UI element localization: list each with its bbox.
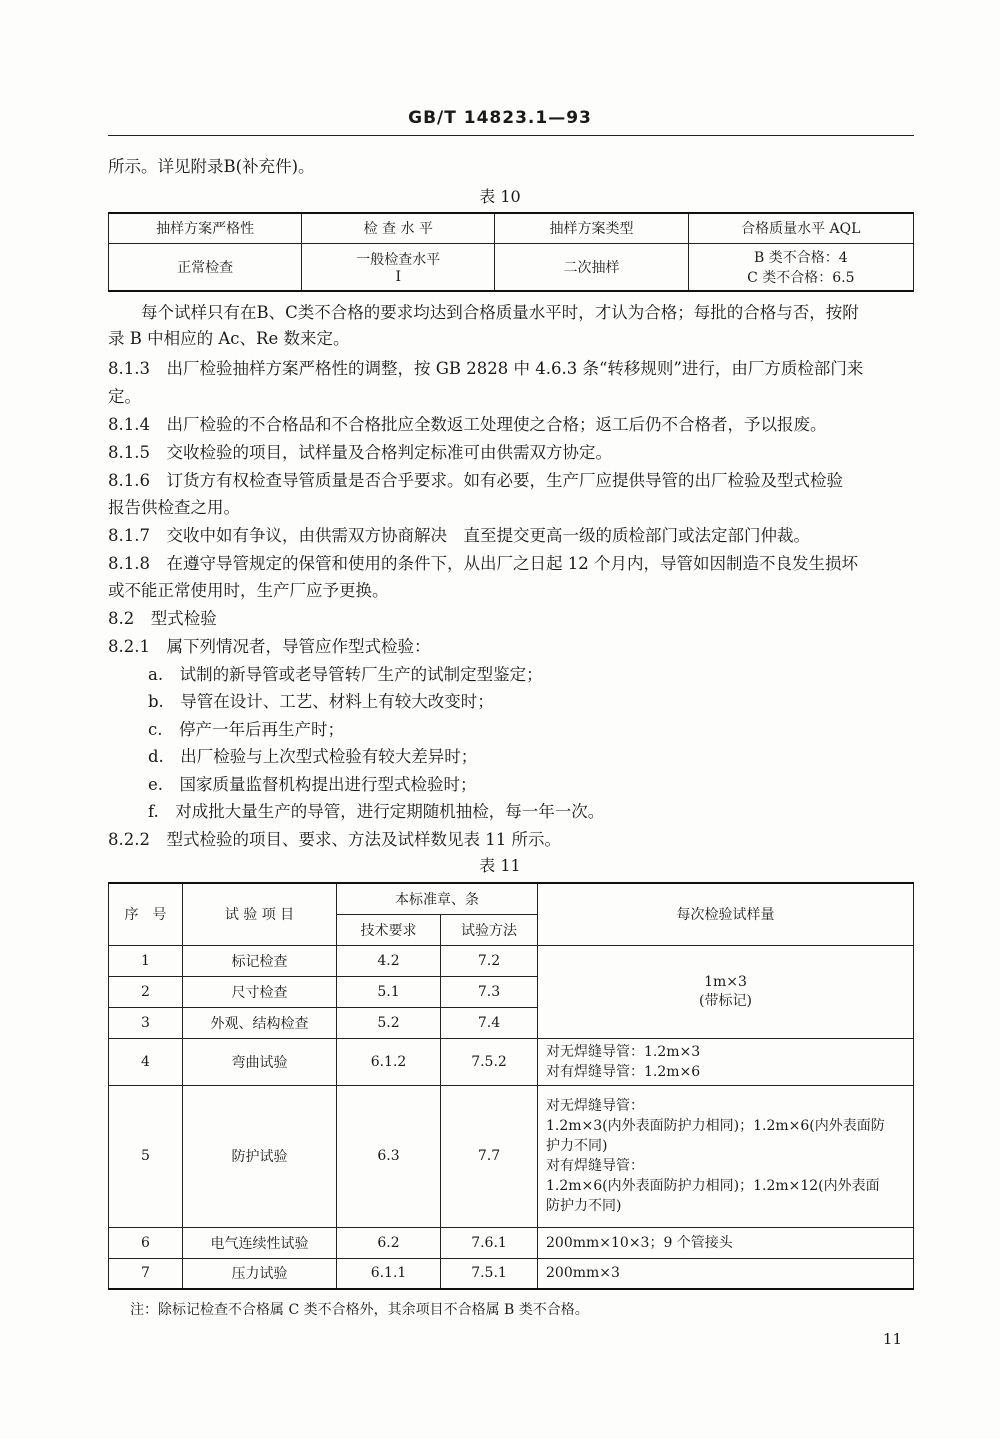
t11-cell-item: 外观、结构检查: [183, 1007, 337, 1038]
t11-cell-req: 6.1.1: [337, 1258, 441, 1289]
table-10: [108, 212, 914, 292]
t10-cell: [302, 243, 495, 291]
t11-cell-no: 7: [109, 1258, 183, 1289]
text-line: 8.1.3 出厂检验抽样方案严格性的调整，按 GB 2828 中 4.6.3 条“转移规则”进行，由厂方质检部门来: [108, 359, 864, 378]
t11-cell-no: 4: [109, 1038, 183, 1085]
list-item: d. 出厂检验与上次型式检验有较大差异时；: [148, 747, 478, 766]
t11-qty-line: 对有焊缝导管：: [546, 1158, 644, 1174]
text-line: 8.1.4 出厂检验的不合格品和不合格批应全数返工处理使之合格；返工后仍不合格者，予以报废。: [108, 415, 827, 434]
t10-header: 检 查 水 平: [302, 213, 495, 243]
section-heading: 8.2 型式检验: [108, 609, 217, 628]
t11-cell-item: 压力试验: [183, 1258, 337, 1289]
t11-cell-qty: [538, 1038, 914, 1085]
t10-level-line: 一般检查水平: [356, 251, 441, 268]
t11-header: 每次检验试样量: [538, 883, 914, 945]
t10-aql-line: C 类不合格：6.5: [747, 269, 855, 286]
list-item: f. 对成批大量生产的导管，进行定期随机抽检，每一年一次。: [148, 802, 605, 821]
t11-cell-item: 电气连续性试验: [183, 1227, 337, 1258]
list-item: c. 停产一年后再生产时；: [148, 720, 344, 739]
text-line: 8.1.5 交收检验的项目，试样量及合格判定标准可由供需双方协定。: [108, 443, 612, 462]
t11-cell-method: 7.5.2: [441, 1038, 538, 1085]
document-header: GB/T 14823.1—93: [408, 108, 592, 128]
t11-cell-qty: 200mm×3: [538, 1258, 914, 1289]
t11-cell-no: 6: [109, 1227, 183, 1258]
t11-cell-method: 7.2: [441, 945, 538, 976]
text-line: 8.2.1 属下列情况者，导管应作型式检验：: [108, 637, 431, 656]
t11-cell-req: 5.2: [337, 1007, 441, 1038]
t11-cell-method: 7.6.1: [441, 1227, 538, 1258]
t11-cell-no: 2: [109, 976, 183, 1007]
text-line: 每个试样只有在B、C类不合格的要求均达到合格质量水平时，才认为合格；每批的合格与否，按附: [141, 303, 859, 322]
t10-header: 抽样方案类型: [495, 213, 688, 243]
t11-header: 本标准章、条: [337, 883, 538, 914]
text-line: 8.1.8 在遵守导管规定的保管和使用的条件下，从出厂之日起 12 个月内，导管如因制造不良发生损坏: [108, 554, 858, 573]
t11-cell-qty: [538, 945, 914, 1038]
page-number: 11: [882, 1330, 902, 1348]
t11-cell-no: 3: [109, 1007, 183, 1038]
t11-cell-method: 7.7: [441, 1085, 538, 1227]
t11-qty-line: 对无焊缝导管：1.2m×3: [546, 1043, 701, 1060]
t11-cell-item: 弯曲试验: [183, 1038, 337, 1085]
text-line: 8.1.6 订货方有权检查导管质量是否合乎要求。如有必要，生产厂应提供导管的出厂检验及型式检验: [108, 471, 843, 490]
t11-cell-method: 7.5.1: [441, 1258, 538, 1289]
t10-level-line: Ⅰ: [395, 268, 402, 285]
t10-header: 抽样方案严格性: [109, 213, 302, 243]
t11-header: 试 验 项 目: [183, 883, 337, 945]
text-line: 8.2.2 型式检验的项目、要求、方法及试样数见表 11 所示。: [108, 830, 561, 849]
table11-caption: 表 11: [479, 856, 521, 875]
t11-qty-line: 对有焊缝导管：1.2m×6: [546, 1063, 701, 1080]
t11-cell-req: 4.2: [337, 945, 441, 976]
list-item: b. 导管在设计、工艺、材料上有较大改变时；: [148, 692, 494, 711]
t11-qty-line: 1.2m×6(内外表面防护力相同)；1.2m×12(内外表面: [546, 1178, 880, 1194]
list-item: e. 国家质量监督机构提出进行型式检验时；: [148, 775, 477, 794]
t11-header: 试验方法: [441, 914, 538, 945]
table-note: 注：除标记检查不合格属 C 类不合格外，其余项目不合格属 B 类不合格。: [130, 1302, 589, 1318]
t11-cell-req: 6.3: [337, 1085, 441, 1227]
t10-header: 合格质量水平 AQL: [688, 213, 913, 243]
text-line: 报告供检查之用。: [108, 498, 240, 517]
text-line: 录 B 中相应的 Ac、Re 数来定。: [108, 329, 350, 348]
table10-caption: 表 10: [479, 187, 521, 206]
t10-cell: 二次抽样: [495, 243, 688, 291]
text-line: 所示。详见附录B(补充件)。: [108, 157, 315, 176]
t11-cell-item: 防护试验: [183, 1085, 337, 1227]
t11-cell-method: 7.3: [441, 976, 538, 1007]
list-item: a. 试制的新导管或老导管转厂生产的试制定型鉴定；: [148, 665, 543, 684]
table-11: [108, 882, 914, 1290]
t11-cell-req: 6.2: [337, 1227, 441, 1258]
t10-aql-line: B 类不合格：4: [753, 249, 848, 266]
t11-cell-qty: [538, 1085, 914, 1227]
t11-header: 技术要求: [337, 914, 441, 945]
t11-qty-line: 护力不同): [546, 1138, 608, 1154]
text-line: 定。: [108, 387, 141, 406]
t11-qty-line: 1.2m×3(内外表面防护力相同)；1.2m×6(内外表面防: [546, 1118, 885, 1134]
t11-cell-no: 5: [109, 1085, 183, 1227]
t11-cell-req: 6.1.2: [337, 1038, 441, 1085]
t10-cell: 正常检查: [109, 243, 302, 291]
header-rule: [108, 135, 914, 136]
t10-cell: [688, 243, 913, 291]
t11-qty-line: 防护力不同): [546, 1198, 622, 1214]
t11-cell-no: 1: [109, 945, 183, 976]
t11-qty-line: 对无焊缝导管：: [546, 1098, 644, 1114]
t11-cell-method: 7.4: [441, 1007, 538, 1038]
t11-header: 序 号: [109, 883, 183, 945]
text-line: 或不能正常使用时，生产厂应予更换。: [108, 581, 389, 600]
t11-cell-item: 尺寸检查: [183, 976, 337, 1007]
t11-qty-line: (带标记): [699, 992, 752, 1009]
t11-cell-qty: 200mm×10×3；9 个管接头: [538, 1227, 914, 1258]
t11-cell-item: 标记检查: [183, 945, 337, 976]
t11-cell-req: 5.1: [337, 976, 441, 1007]
t11-qty-line: 1m×3: [704, 973, 747, 990]
text-line: 8.1.7 交收中如有争议，由供需双方协商解决 直至提交更高一级的质检部门或法定部门仲裁。: [108, 526, 810, 545]
